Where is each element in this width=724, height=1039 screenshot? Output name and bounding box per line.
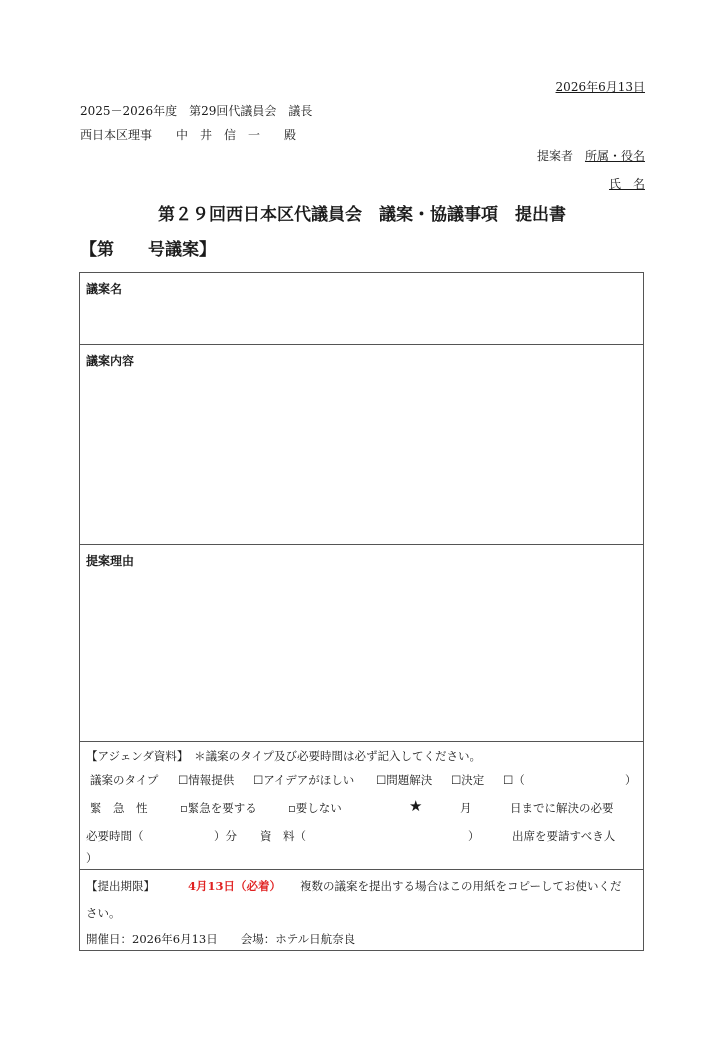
reason-section [80, 545, 643, 742]
attendance-close: ） [86, 851, 98, 865]
agenda-content-section [80, 345, 643, 545]
deadline-value: 4月13日（必着） [188, 879, 282, 893]
type-option-other[interactable]: ☐（ [503, 773, 525, 787]
required-time-label: 必要時間（ [86, 829, 144, 843]
proposer-prefix: 提案者 [536, 149, 585, 163]
copy-note-line-2: さい。 [86, 906, 121, 920]
agenda-material-section [80, 742, 643, 870]
proposer-name-field: 氏 名 [608, 177, 645, 191]
addressee-line-2: 西日本区理事 中 井 信 一 殿 [80, 128, 297, 142]
agenda-number: 【第 号議案】 [80, 240, 216, 260]
urgency-option-not-urgent[interactable]: ▫要しない [288, 801, 342, 815]
urgency-label: 緊 急 性 [90, 801, 148, 815]
document-title: 第２９回西日本区代議員会 議案・協議事項 提出書 [158, 205, 566, 225]
proposer-affiliation [537, 147, 645, 164]
agenda-name-section [80, 273, 643, 345]
agenda-content-label: 議案内容 [86, 354, 135, 368]
type-option-other-close: ） [625, 773, 637, 787]
type-option-ideas[interactable]: ☐アイデアがほしい [253, 773, 355, 787]
type-option-problem[interactable]: ☐問題解決 [376, 773, 433, 787]
urgency-option-urgent[interactable]: ▫緊急を要する [180, 801, 257, 815]
day-text: 日までに解決の必要 [510, 801, 614, 815]
materials-label: 資 料（ [260, 829, 306, 843]
attendance-label: 出席を要請すべき人 [512, 829, 616, 843]
required-time-close: ）分 [214, 829, 237, 843]
agenda-type-label: 議案のタイプ [90, 773, 159, 787]
deadline-label: 【提出期限】 [86, 879, 155, 893]
reason-label: 提案理由 [86, 554, 135, 568]
materials-close: ） [468, 829, 480, 843]
addressee-line-1: 2025－2026年度 第29回代議員会 議長 [80, 104, 313, 118]
document-date: 2026年6月13日 [555, 80, 645, 94]
type-option-info[interactable]: ☐情報提供 [178, 773, 235, 787]
month-label: 月 [460, 801, 472, 815]
proposer-affiliation-field: 所属・役名 [584, 149, 645, 163]
agenda-material-heading: 【アジェンダ資料】 ＊議案のタイプ及び必要時間は必ず記入してください。 [86, 749, 482, 763]
type-option-decision[interactable]: ☐決定 [451, 773, 485, 787]
submission-section [80, 870, 643, 950]
agenda-name-label: 議案名 [86, 282, 123, 296]
submission-form [79, 272, 644, 951]
copy-note-line-1: 複数の議案を提出する場合はこの用紙をコピーしてお使いくだ [300, 879, 622, 893]
event-info: 開催日：2026年6月13日 会場：ホテル日航奈良 [86, 932, 356, 946]
star-icon: ★ [409, 797, 423, 815]
